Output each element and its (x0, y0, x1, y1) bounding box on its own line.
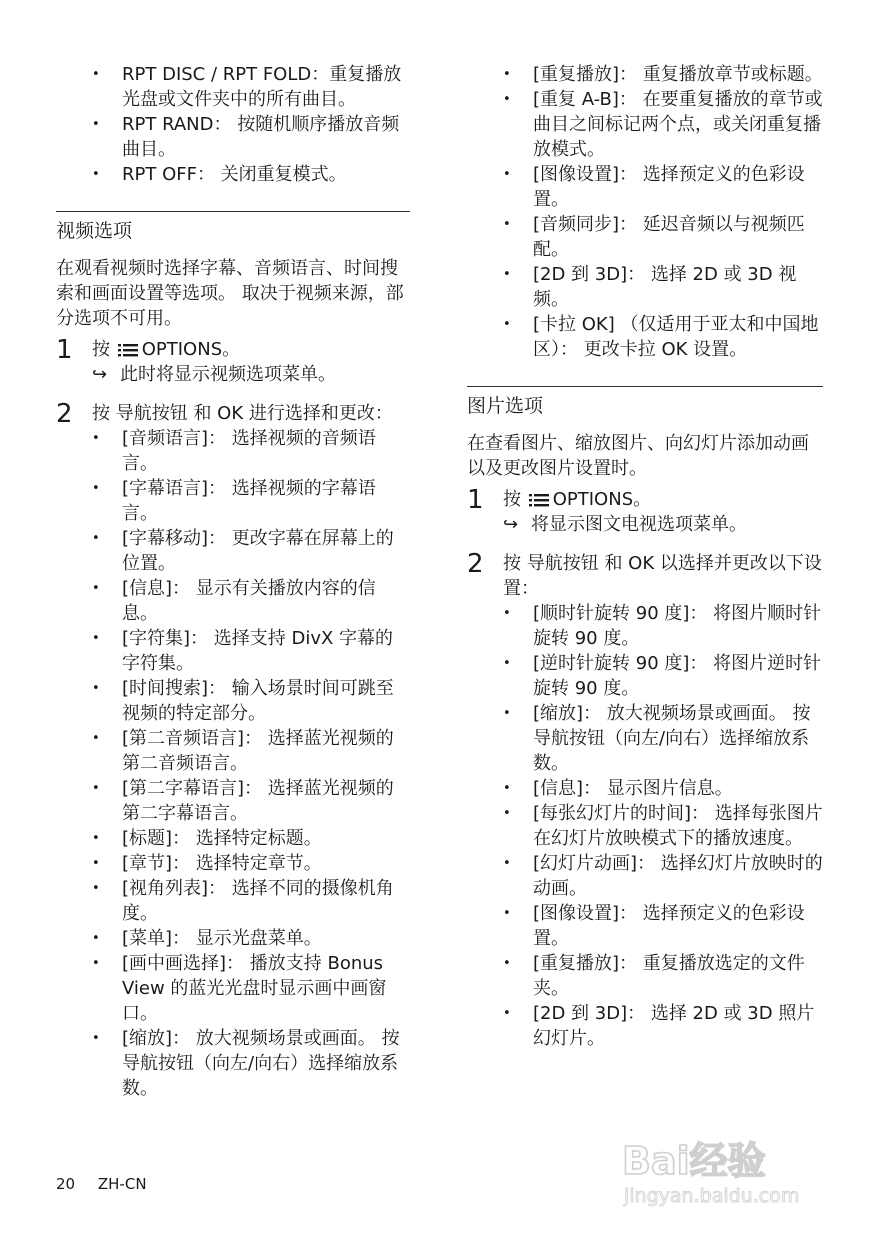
list-item: • RPT RAND： 按随机顺序播放音频曲目。 (56, 112, 410, 162)
list-item: • [字符集]： 选择支持 DivX 字幕的字符集。 (56, 626, 410, 676)
watermark-url: jingyan.baidu.com (624, 1185, 800, 1207)
step-text: 按 导航按钮 和 OK 进行选择和更改： (92, 403, 393, 424)
section-divider (467, 386, 823, 387)
list-item: • [顺时针旋转 90 度]： 将图片顺时针旋转 90 度。 (467, 601, 823, 651)
step-result (92, 362, 410, 387)
list-item: • [逆时针旋转 90 度]： 将图片逆时针旋转 90 度。 (467, 651, 823, 701)
list-item: • [2D 到 3D]： 选择 2D 或 3D 视频。 (467, 262, 823, 312)
picture-section-title: 图片选项 (467, 395, 544, 417)
list-item: • [视角列表]： 选择不同的摄像机角度。 (56, 876, 410, 926)
list-item: • [每张幻灯片的时间]： 选择每张图片在幻灯片放映模式下的播放速度。 (467, 801, 823, 851)
step-number: 1 (56, 335, 73, 365)
step-text-post: OPTIONS。 (141, 339, 241, 360)
list-item: • [音频语言]： 选择视频的音频语言。 (56, 426, 410, 476)
list-item: • [重复播放]： 重复播放选定的文件夹。 (467, 951, 823, 1001)
list-item: • [时间搜索]： 输入场景时间可跳至视频的特定部分。 (56, 676, 410, 726)
right-column (467, 62, 823, 1051)
step-text: 按 导航按钮 和 OK 以选择并更改以下设置： (503, 553, 822, 599)
list-item: • [第二音频语言]： 选择蓝光视频的第二音频语言。 (56, 726, 410, 776)
list-item: • RPT OFF： 关闭重复模式。 (56, 162, 410, 187)
result-text: 此时将显示视频选项菜单。 (120, 364, 336, 385)
list-item: • [字幕语言]： 选择视频的字幕语言。 (56, 476, 410, 526)
watermark-brand: Bai经验 (622, 1139, 766, 1183)
list-item: • [音频同步]： 延迟音频以与视频匹配。 (467, 212, 823, 262)
section-divider (56, 211, 410, 212)
picture-step-1 (467, 487, 823, 537)
list-item: • [标题]： 选择特定标题。 (56, 826, 410, 851)
picture-step-2 (467, 551, 823, 601)
step-text-pre: 按 (503, 489, 521, 510)
video-section-title: 视频选项 (56, 220, 133, 242)
list-item: • [图像设置]： 选择预定义的色彩设置。 (467, 162, 823, 212)
result-arrow-icon: ↪ (92, 364, 108, 385)
video-options-list-continued (467, 62, 823, 362)
page-number: 20 (56, 1175, 76, 1193)
list-item: • RPT DISC / RPT FOLD：重复播放光盘或文件夹中的所有曲目。 (56, 62, 410, 112)
result-arrow-icon: ↪ (503, 514, 519, 535)
list-item: • [缩放]： 放大视频场景或画面。 按 导航按钮（向左/向右）选择缩放系数。 (56, 1026, 410, 1101)
repeat-options-list (56, 62, 410, 187)
list-item: • [信息]： 显示图片信息。 (467, 776, 823, 801)
list-item: • [重复 A-B]： 在要重复播放的章节或曲目之间标记两个点，或关闭重复播放模式。 (467, 87, 823, 162)
step-number: 2 (467, 549, 484, 579)
video-options-list (56, 426, 410, 1101)
list-item: • [字幕移动]： 更改字幕在屏幕上的位置。 (56, 526, 410, 576)
menu-icon (118, 342, 140, 358)
left-column (56, 62, 410, 1101)
list-item: • [缩放]： 放大视频场景或画面。 按 导航按钮（向左/向右）选择缩放系数。 (467, 701, 823, 776)
page-footer (56, 1175, 165, 1193)
step-number: 2 (56, 399, 73, 429)
picture-intro: 在查看图片、缩放图片、向幻灯片添加动画以及更改图片设置时。 (467, 433, 809, 479)
step-number: 1 (467, 485, 484, 515)
menu-icon (529, 492, 551, 508)
list-item: • [幻灯片动画]： 选择幻灯片放映时的动画。 (467, 851, 823, 901)
list-item: • [信息]： 显示有关播放内容的信息。 (56, 576, 410, 626)
step-result (503, 512, 823, 537)
list-item: • [第二字幕语言]： 选择蓝光视频的第二字幕语言。 (56, 776, 410, 826)
step-text-pre: 按 (92, 339, 110, 360)
video-step-1 (56, 337, 410, 387)
list-item: • [菜单]： 显示光盘菜单。 (56, 926, 410, 951)
list-item: • [章节]： 选择特定章节。 (56, 851, 410, 876)
result-text: 将显示图文电视选项菜单。 (531, 514, 747, 535)
list-item: • [图像设置]： 选择预定义的色彩设置。 (467, 901, 823, 951)
video-intro: 在观看视频时选择字幕、音频语言、时间搜索和画面设置等选项。 取决于视频来源，部分选项不可用。 (56, 258, 404, 329)
list-item: • [画中画选择]： 播放支持 Bonus View 的蓝光光盘时显示画中画窗口。 (56, 951, 410, 1026)
picture-options-list (467, 601, 823, 1051)
list-item: • [卡拉 OK] （仅适用于亚太和中国地区）： 更改卡拉 OK 设置。 (467, 312, 823, 362)
video-step-2 (56, 399, 410, 429)
step-text-post: OPTIONS。 (552, 489, 652, 510)
list-item: • [重复播放]： 重复播放章节或标题。 (467, 62, 823, 87)
baidu-watermark (620, 1132, 830, 1212)
list-item: • [2D 到 3D]： 选择 2D 或 3D 照片幻灯片。 (467, 1001, 823, 1051)
language-code: ZH-CN (97, 1175, 147, 1193)
